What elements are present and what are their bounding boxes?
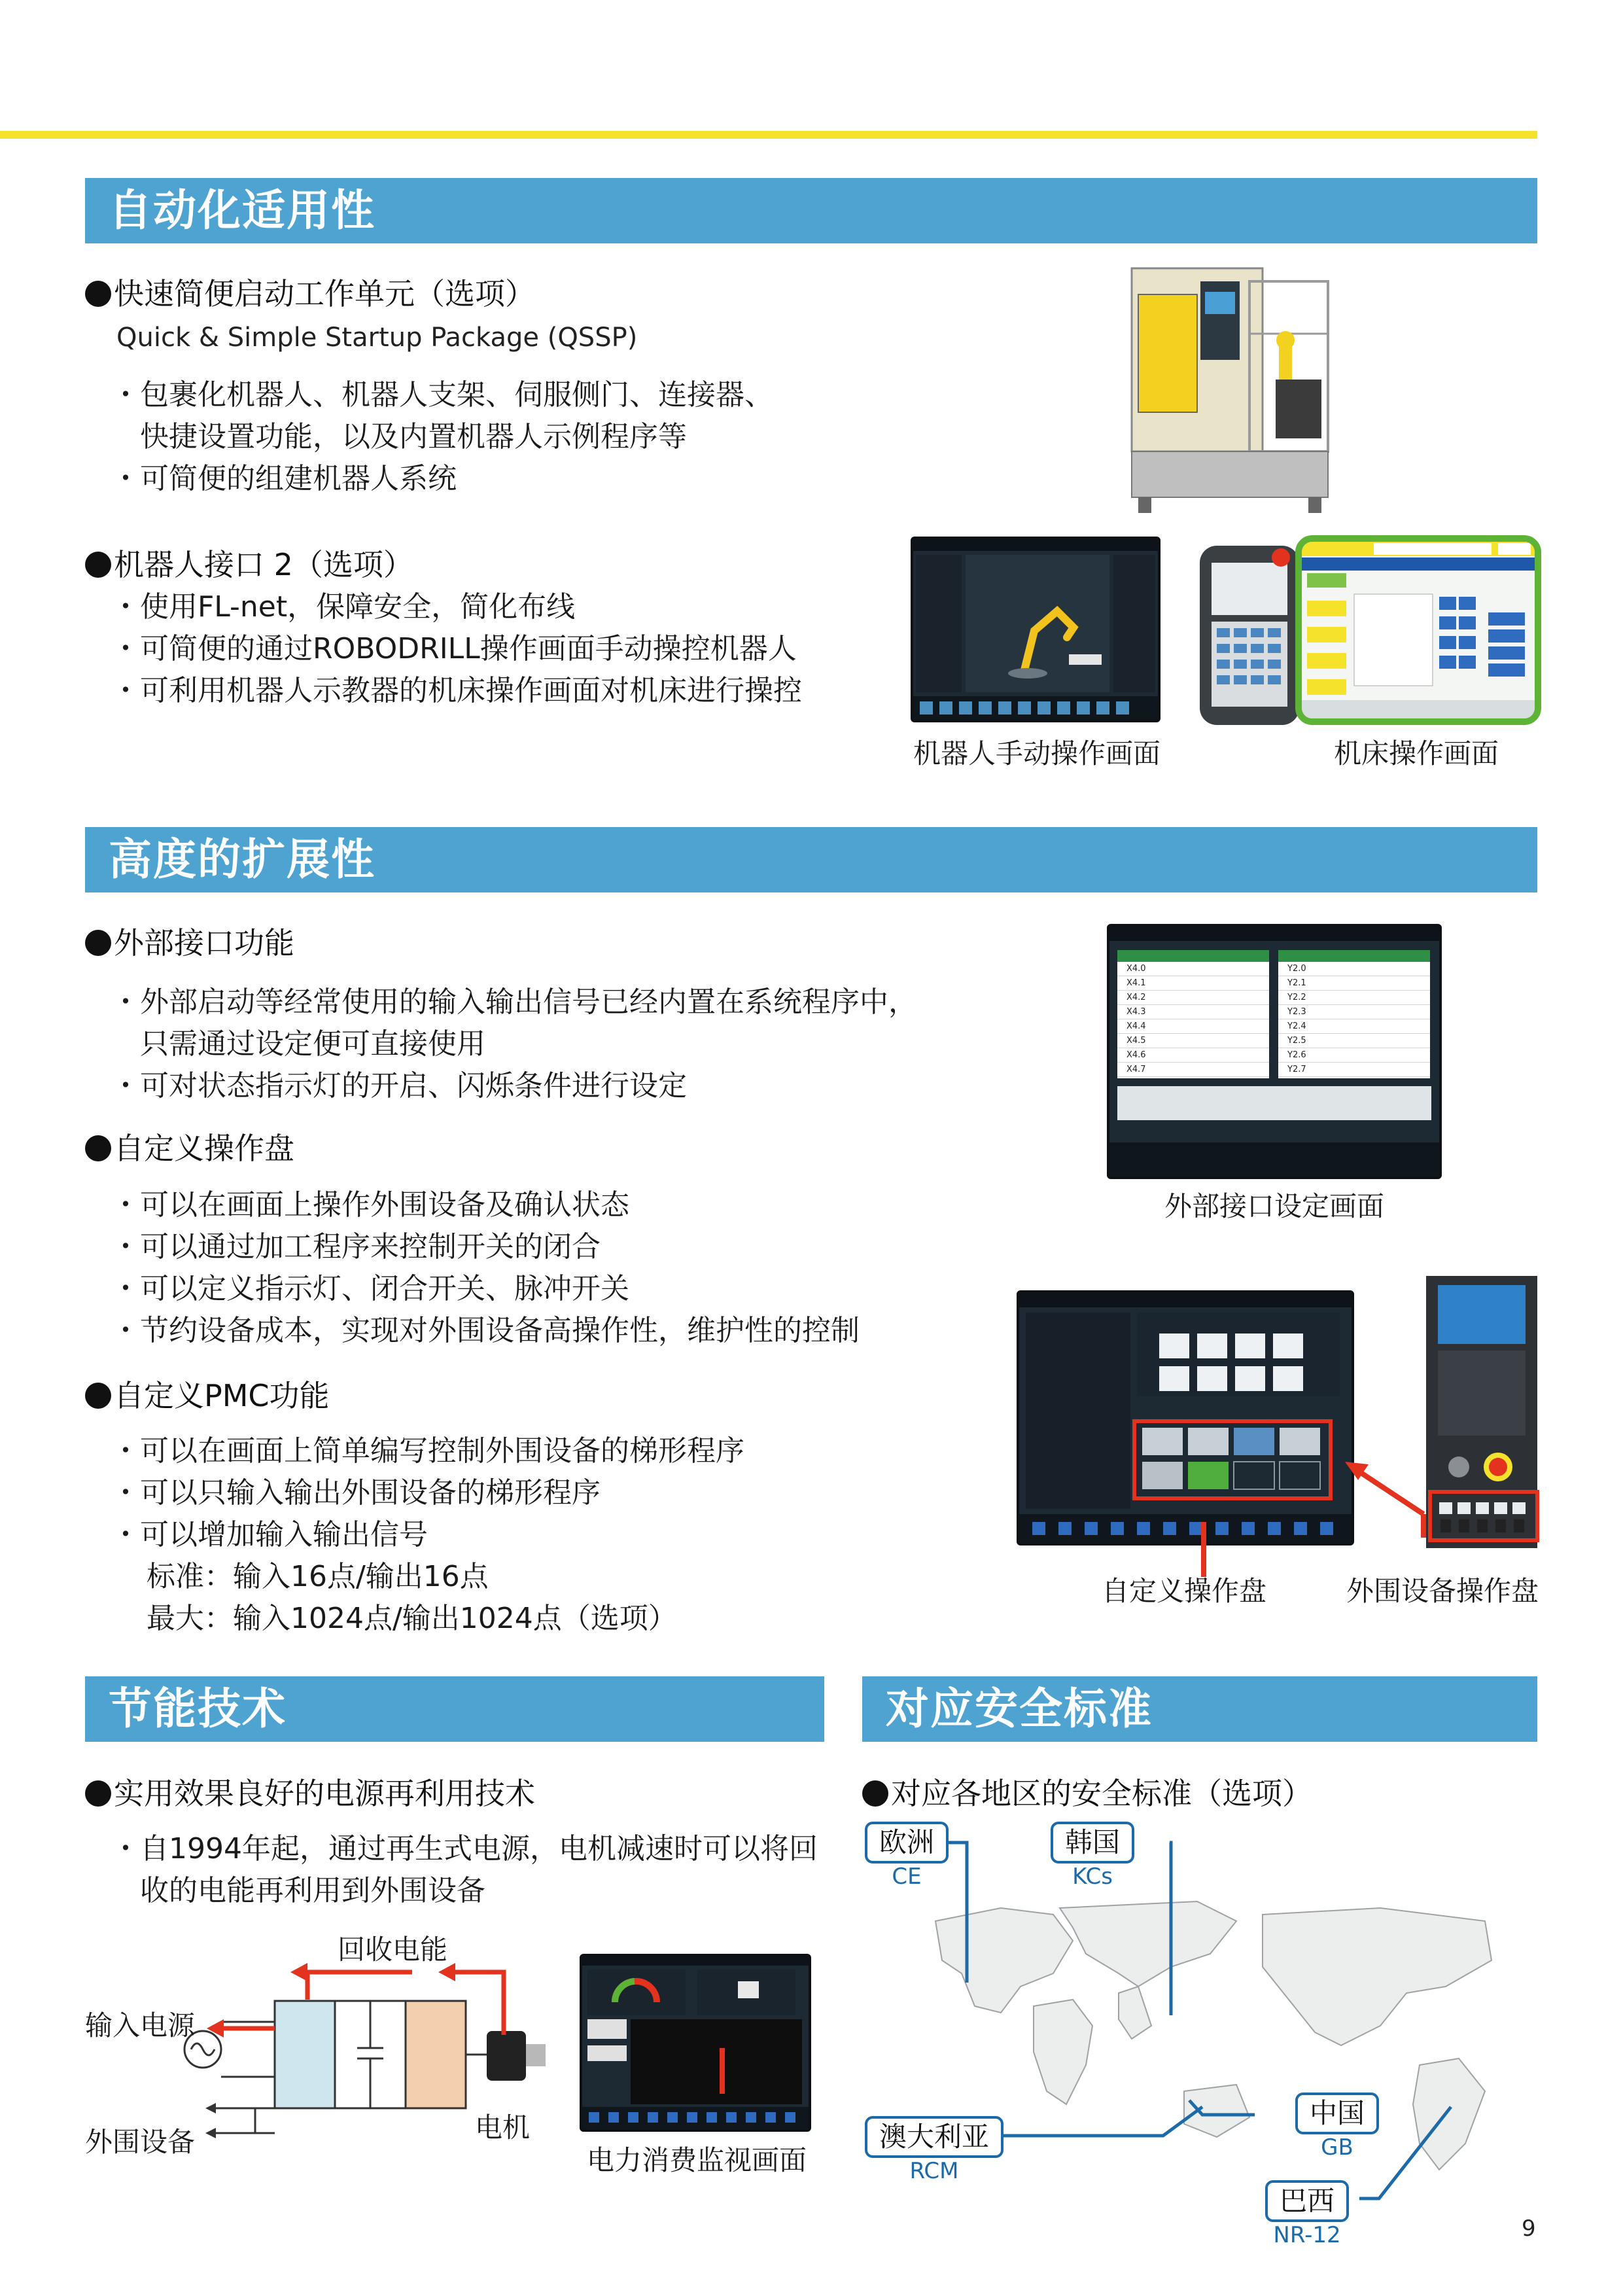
region-code: NR-12 — [1273, 2222, 1341, 2248]
list-item: ・包裹化机器人、机器人支架、伺服侧门、连接器、 — [111, 378, 773, 412]
list-item: ・外部启动等经常使用的输入输出信号已经内置在系统程序中， — [111, 985, 917, 1019]
section-title: 高度的扩展性 — [109, 834, 375, 885]
bullet-dot-icon — [85, 1383, 111, 1409]
screen-softkey-bar — [1109, 1142, 1439, 1176]
region-code: CE — [892, 1863, 922, 1890]
teach-pendant-image — [1197, 543, 1302, 728]
custom-panel-bullet-list — [111, 1184, 860, 1352]
list-item: ・可以通过加工程序来控制开关的闭合 — [111, 1230, 601, 1263]
section-title: 对应安全标准 — [886, 1684, 1153, 1734]
safety-heading: 对应各地区的安全标准（选项） — [862, 1773, 1312, 1814]
table-row: Y2.6 — [1278, 1048, 1430, 1063]
input-signal-table — [1117, 950, 1269, 1078]
energy-bullet-list — [111, 1828, 818, 1912]
table-row: X4.3 — [1117, 1005, 1269, 1019]
region-brazil — [1265, 2180, 1349, 2248]
qssp-heading: 快速简便启动工作单元（选项） — [85, 274, 535, 314]
table-row: Y2.0 — [1278, 962, 1430, 976]
region-australia — [865, 2116, 1003, 2184]
list-item: ・可利用机器人示教器的机床操作画面对机床进行操控 — [111, 674, 802, 707]
energy-heading: 实用效果良好的电源再利用技术 — [85, 1773, 535, 1814]
regeneration-diagram — [85, 1934, 569, 2185]
caption-robot-manual: 机器人手动操作画面 — [913, 737, 1161, 769]
table-row: X4.2 — [1117, 991, 1269, 1005]
external-interface-screen — [1107, 924, 1442, 1179]
list-item: 快捷设置功能，以及内置机器人示例程序等 — [111, 420, 687, 453]
caption-peripheral-panel: 外围设备操作盘 — [1346, 1575, 1539, 1607]
robot-interface-bullet-list — [111, 586, 802, 712]
region-code: RCM — [909, 2158, 959, 2184]
custom-pmc-bullet-list — [111, 1430, 744, 1640]
region-name: 欧洲 — [865, 1822, 949, 1863]
bullet-dot-icon — [85, 930, 111, 956]
region-name: 澳大利亚 — [865, 2116, 1003, 2158]
output-signal-table — [1278, 950, 1430, 1078]
table-row: Y2.2 — [1278, 991, 1430, 1005]
external-interface-heading: 外部接口功能 — [85, 923, 294, 963]
table-row: Y2.5 — [1278, 1034, 1430, 1048]
region-name: 韩国 — [1051, 1822, 1134, 1863]
table-row: Y2.7 — [1278, 1063, 1430, 1077]
robot-manual-screen — [911, 537, 1161, 722]
custom-pmc-heading: 自定义PMC功能 — [85, 1375, 330, 1416]
signal-grid — [1117, 1086, 1431, 1120]
table-row: X4.1 — [1117, 976, 1269, 991]
robot-interface-heading: 机器人接口 2（选项） — [85, 544, 413, 585]
table-row: Y2.3 — [1278, 1005, 1430, 1019]
region-europe — [865, 1822, 949, 1890]
list-item: ・可对状态指示灯的开启、闪烁条件进行设定 — [111, 1069, 687, 1103]
red-callout-arrows — [1197, 1341, 1446, 1590]
label-motor: 电机 — [475, 2111, 531, 2144]
list-item: 收的电能再利用到外围设备 — [111, 1874, 485, 1907]
list-item: ・可简便的组建机器人系统 — [111, 462, 457, 495]
qssp-subtitle: Quick & Simple Startup Package (QSSP) — [116, 323, 638, 353]
list-item: 只需通过设定便可直接使用 — [111, 1027, 485, 1061]
bullet-dot-icon — [85, 281, 111, 307]
list-item: ・可以增加输入输出信号 — [111, 1518, 428, 1551]
region-name: 中国 — [1295, 2093, 1379, 2134]
qssp-machine-image — [1125, 255, 1335, 517]
label-recovered-energy: 回收电能 — [337, 1934, 447, 1966]
list-item: 标准：输入16点/输出16点 — [147, 1560, 489, 1593]
external-interface-bullet-list — [111, 981, 917, 1107]
caption-custom-panel: 自定义操作盘 — [1101, 1575, 1266, 1607]
table-row: Y2.4 — [1278, 1019, 1430, 1034]
list-item: ・可以定义指示灯、闭合开关、脉冲开关 — [111, 1272, 629, 1305]
caption-power-monitor: 电力消费监视画面 — [586, 2144, 807, 2176]
label-input-power: 输入电源 — [85, 2009, 196, 2041]
table-row: X4.5 — [1117, 1034, 1269, 1048]
list-item: ・节约设备成本，实现对外围设备高操作性，维护性的控制 — [111, 1314, 860, 1347]
caption-external-interface: 外部接口设定画面 — [1164, 1190, 1384, 1222]
power-monitor-screen — [580, 1954, 811, 2132]
section-title: 自动化适用性 — [109, 185, 375, 236]
table-row: X4.4 — [1117, 1019, 1269, 1034]
table-row: X4.0 — [1117, 962, 1269, 976]
section-bar-automation — [85, 178, 1537, 243]
section-bar-expandability — [85, 827, 1537, 892]
table-row: Y2.1 — [1278, 976, 1430, 991]
top-yellow-rule — [0, 131, 1537, 139]
bullet-dot-icon — [85, 1780, 111, 1807]
table-row: X4.7 — [1117, 1063, 1269, 1077]
bullet-dot-icon — [85, 1135, 111, 1161]
label-peripheral-equipment: 外围设备 — [85, 2126, 196, 2158]
bullet-dot-icon — [862, 1780, 888, 1807]
section-title: 节能技术 — [109, 1684, 287, 1734]
region-china — [1295, 2093, 1379, 2161]
list-item: ・使用FL-net，保障安全，简化布线 — [111, 590, 576, 624]
section-bar-energy — [85, 1676, 824, 1742]
region-code: KCs — [1072, 1863, 1113, 1890]
section-bar-safety — [862, 1676, 1537, 1742]
machine-operation-screen — [1295, 535, 1541, 725]
region-korea — [1051, 1822, 1134, 1890]
region-name: 巴西 — [1265, 2180, 1349, 2222]
bullet-dot-icon — [85, 552, 111, 578]
list-item: ・自1994年起，通过再生式电源，电机减速时可以将回 — [111, 1832, 818, 1865]
table-row: X4.6 — [1117, 1048, 1269, 1063]
region-code: GB — [1321, 2134, 1353, 2161]
list-item: ・可简便的通过ROBODRILL操作画面手动操控机器人 — [111, 632, 797, 665]
list-item: ・可以在画面上操作外围设备及确认状态 — [111, 1188, 629, 1222]
list-item: ・可以只输入输出外围设备的梯形程序 — [111, 1476, 601, 1510]
qssp-bullet-list — [111, 374, 773, 500]
list-item: ・可以在画面上简单编写控制外围设备的梯形程序 — [111, 1434, 744, 1468]
custom-panel-heading: 自定义操作盘 — [85, 1128, 294, 1169]
caption-machine-operation: 机床操作画面 — [1333, 737, 1499, 769]
list-item: 最大：输入1024点/输出1024点（选项） — [147, 1602, 677, 1635]
screen-title-bar — [1109, 927, 1439, 941]
page-number: 9 — [1522, 2216, 1536, 2242]
